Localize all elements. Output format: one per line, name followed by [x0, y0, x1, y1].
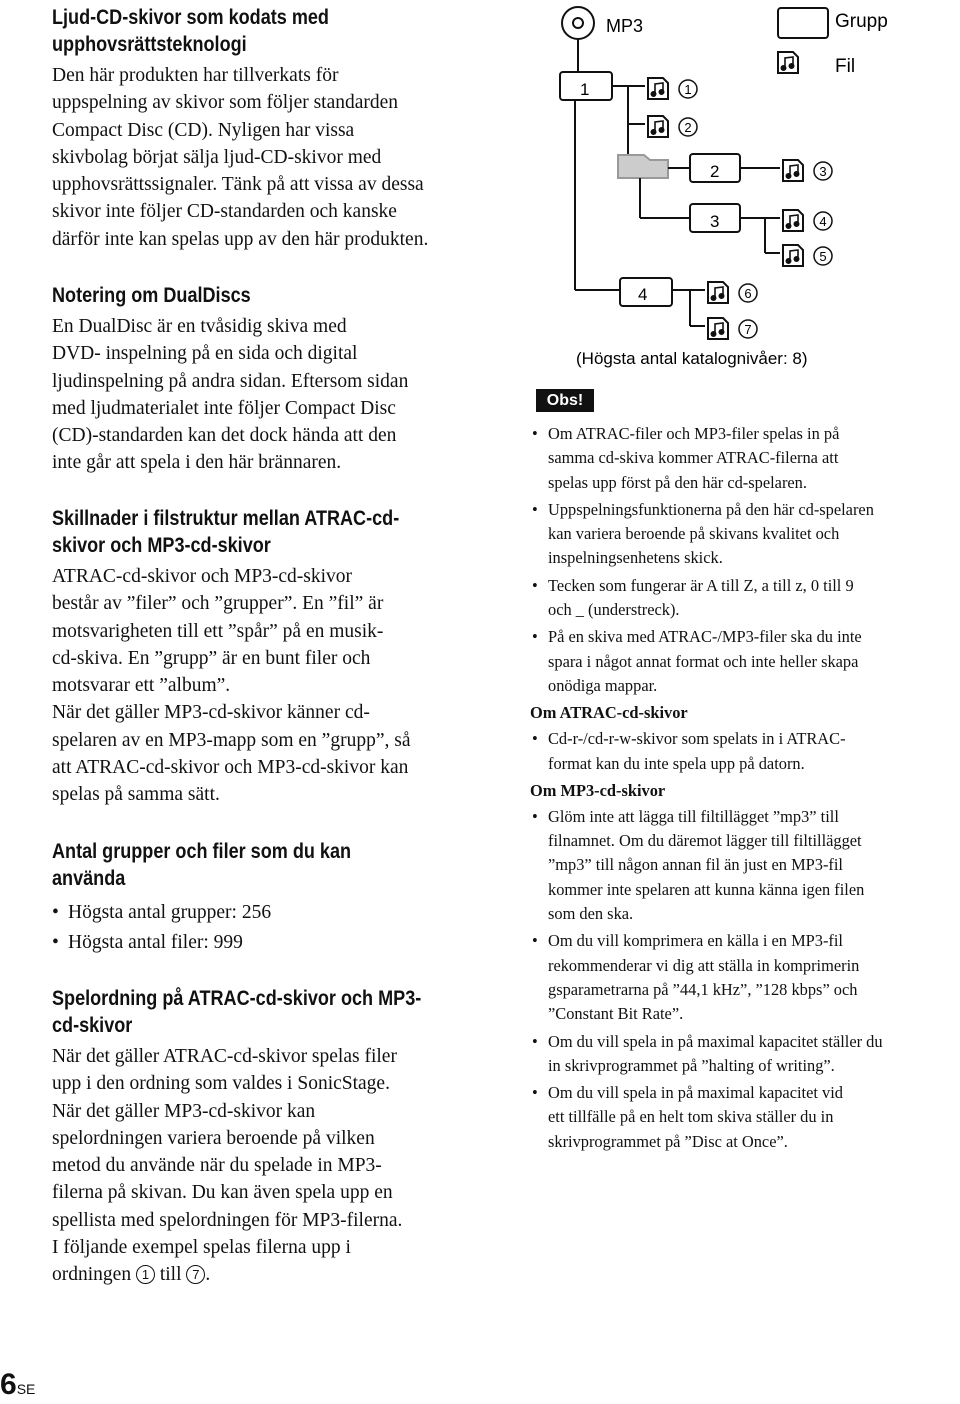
file-number-label: 1	[684, 82, 692, 97]
text-line: filerna på skivan. Du kan även spela upp en	[52, 1182, 393, 1204]
text-line: (CD)-standarden kan det dock hända att den	[52, 425, 397, 447]
file-number-label: 4	[819, 214, 827, 229]
text-line: • Om du vill spela in på maximal kapacitet ställer du	[548, 1031, 883, 1051]
text-line: in skrivprogrammet på ”halting of writing”.	[548, 1055, 835, 1075]
file-icon	[783, 160, 803, 181]
text-line: När det gäller MP3-cd-skivor kan	[52, 1100, 316, 1122]
mp3-notes-list	[530, 805, 958, 1154]
heading-line: Spelordning på ATRAC-cd-skivor och MP3-	[52, 987, 422, 1010]
group-legend-label: Grupp	[835, 11, 888, 32]
text-line: ”Constant Bit Rate”.	[548, 1004, 684, 1024]
group-label: 3	[710, 212, 720, 231]
section-file-structure	[52, 505, 492, 809]
section-heading	[52, 505, 491, 559]
disc-icon	[562, 7, 594, 39]
text-fragment: till	[154, 1264, 187, 1286]
text-line	[52, 1261, 492, 1288]
text-line: ”mp3” till någon annan fil än just en MP3-fil	[548, 855, 843, 875]
circled-number-icon: 7	[186, 1265, 205, 1284]
page-number	[0, 1368, 35, 1402]
text-line: format kan du inte spela upp på datorn.	[548, 753, 805, 773]
file-number-label: 6	[744, 286, 752, 301]
diagram-caption: (Högsta antal katalognivåer: 8)	[576, 349, 808, 368]
heading-line: använda	[52, 867, 126, 890]
page-number-value: 6	[0, 1368, 17, 1401]
list-item	[530, 727, 958, 776]
text-line: att ATRAC-cd-skivor och MP3-cd-skivor kan	[52, 757, 409, 779]
text-line: En DualDisc är en tvåsidig skiva med	[52, 316, 347, 337]
text-line: Den här produkten har tillverkats för	[52, 65, 339, 86]
text-line: onödiga mappar.	[548, 675, 658, 695]
heading-line: cd-skivor	[52, 1014, 133, 1037]
text-line: Compact Disc (CD). Nyligen har vissa	[52, 119, 355, 141]
file-icon	[708, 318, 728, 339]
heading-line: Ljud-CD-skivor som kodats med	[52, 6, 329, 29]
text-line: spellista med spelordningen för MP3-filerna.	[52, 1209, 403, 1231]
subheading-mp3: Om MP3-cd-skivor	[530, 780, 666, 800]
text-line: • Cd-r-/cd-r-w-skivor som spelats in i ATRAC-	[548, 729, 846, 749]
text-line: som den ska.	[548, 904, 634, 924]
file-number-label: 3	[819, 164, 827, 179]
file-number-label: 7	[744, 322, 752, 337]
heading-line: skivor och MP3-cd-skivor	[52, 534, 271, 557]
text-line: • Tecken som fungerar är A till Z, a till z, 0 till 9	[548, 575, 854, 595]
file-icon	[783, 245, 803, 266]
notes-column	[530, 422, 958, 1157]
note-badge: Obs!	[536, 389, 594, 412]
text-line: upp i den ordning som valdes i SonicStage.	[52, 1073, 390, 1095]
group-label: 2	[710, 162, 720, 181]
file-icon	[708, 282, 728, 303]
file-number-label: 2	[684, 120, 692, 135]
text-line: spelordningen variera beroende på vilken	[52, 1127, 375, 1149]
text-line: kan variera beroende på skivans kvalitet och	[548, 524, 840, 544]
heading-line: upphovsrättsteknologi	[52, 33, 247, 56]
text-line: ljudinspelning på andra sidan. Eftersom sidan	[52, 370, 409, 392]
file-icon	[648, 78, 668, 99]
text-line: inspelningsenhetens skick.	[548, 548, 723, 568]
text-line: DVD- inspelning på en sida och digital	[52, 343, 358, 365]
text-line: metod du använde när du spelade in MP3-	[52, 1155, 382, 1177]
circled-number-icon: 1	[136, 1265, 155, 1284]
text-line: därför inte kan spelas upp av den här produkten.	[52, 228, 429, 250]
section-body	[52, 313, 492, 477]
text-line: skivbolag börjat sälja ljud-CD-skivor med	[52, 146, 382, 168]
text-line: består av ”filer” och ”grupper”. En ”fil” är	[52, 593, 384, 615]
heading-line: Antal grupper och filer som du kan	[52, 840, 352, 863]
text-line: spelaren av en MP3-mapp som en ”grupp”, så	[52, 729, 411, 751]
text-line: • Om du vill komprimera en källa i en MP3-fil	[548, 931, 843, 951]
text-line: skivor inte följer CD-standarden och kanske	[52, 201, 397, 223]
list-item: • Högsta antal filer: 999	[52, 928, 492, 958]
file-legend-label: Fil	[835, 56, 856, 77]
text-line: När det gäller ATRAC-cd-skivor spelas filer	[52, 1046, 397, 1067]
text-line: • Glöm inte att lägga till filtillägget ”mp3” till	[548, 806, 839, 826]
section-max-groups-files	[52, 838, 492, 958]
text-line: skrivprogrammet på ”Disc at Once”.	[548, 1131, 788, 1151]
list-item	[530, 574, 958, 623]
text-line: När det gäller MP3-cd-skivor känner cd-	[52, 702, 370, 724]
notes-list	[530, 422, 958, 698]
list-item	[530, 929, 958, 1026]
text-fragment: .	[205, 1264, 211, 1286]
text-line: I följande exempel spelas filerna upp i	[52, 1237, 351, 1259]
section-play-order	[52, 985, 492, 1289]
mp3-label: MP3	[606, 16, 644, 36]
text-line: • Uppspelningsfunktionerna på den här cd-spelaren	[548, 499, 874, 519]
folder-structure-diagram	[540, 0, 960, 380]
list-item	[530, 805, 958, 926]
text-line: • Om ATRAC-filer och MP3-filer spelas in på	[548, 424, 840, 443]
folder-icon	[618, 155, 668, 178]
section-audio-cd-copyright	[52, 4, 492, 253]
bullet-list	[52, 898, 492, 958]
text-line: inte går att spela i den här brännaren.	[52, 452, 342, 474]
heading-line: Skillnader i filstruktur mellan ATRAC-cd-	[52, 507, 400, 530]
file-icon	[783, 210, 803, 231]
text-line: ATRAC-cd-skivor och MP3-cd-skivor	[52, 566, 353, 587]
text-line: spelas på samma sätt.	[52, 784, 220, 806]
text-line: upphovsrättssignaler. Tänk på att vissa av dessa	[52, 174, 424, 196]
text-line: spelas upp först på den här cd-spelaren.	[548, 472, 807, 492]
list-item	[530, 1081, 958, 1154]
text-line: gsparametrarna på ”44,1 kHz”, ”128 kbps” och	[548, 979, 858, 999]
text-line: motsvarar ett ”album”.	[52, 675, 231, 697]
file-icon	[648, 116, 668, 137]
list-item	[530, 1030, 958, 1079]
text-line: rekommenderar vi dig att ställa in komprimerin	[548, 955, 860, 975]
text-line: • På en skiva med ATRAC-/MP3-filer ska du inte	[548, 627, 862, 647]
legend-folder-icon	[778, 8, 828, 38]
text-line: uppspelning av skivor som följer standarden	[52, 92, 399, 114]
section-body	[52, 1043, 492, 1289]
list-item	[530, 625, 958, 698]
subheading-atrac: Om ATRAC-cd-skivor	[530, 703, 688, 723]
legend-file-icon	[778, 52, 798, 73]
heading-line: Notering om DualDiscs	[52, 284, 251, 307]
list-item: • Högsta antal grupper: 256	[52, 898, 492, 928]
file-number-label: 5	[819, 249, 827, 264]
list-item	[530, 498, 958, 571]
group-label: 1	[580, 80, 590, 99]
text-line: • Om du vill spela in på maximal kapacitet vid	[548, 1083, 843, 1103]
section-heading	[52, 838, 491, 892]
section-heading	[52, 282, 491, 309]
text-fragment: ordningen	[52, 1264, 136, 1286]
list-item	[530, 422, 958, 495]
section-body	[52, 563, 492, 809]
text-line: och _ (understreck).	[548, 600, 680, 620]
section-dualdisc	[52, 282, 492, 477]
text-line: med ljudmaterialet inte följer Compact Disc	[52, 397, 396, 419]
group-label: 4	[638, 285, 648, 304]
text-line: cd-skiva. En ”grupp” är en bunt filer och	[52, 647, 371, 669]
text-line: kommer inte spelaren att kunna känna igen filen	[548, 879, 865, 899]
text-line: motsvarigheten till ett ”spår” på en musik-	[52, 620, 384, 642]
section-body	[52, 62, 492, 253]
text-line: spara i något annat format och inte heller skapa	[548, 651, 859, 671]
atrac-notes-list	[530, 727, 958, 776]
text-line: samma cd-skiva kommer ATRAC-filerna att	[548, 448, 839, 468]
section-heading	[52, 985, 491, 1039]
section-heading	[52, 4, 491, 58]
text-line: filnamnet. Om du däremot lägger till filtillägget	[548, 831, 862, 851]
language-code: SE	[16, 1381, 36, 1397]
text-line: ett tillfälle på en helt tom skiva ställer du in	[548, 1107, 834, 1127]
